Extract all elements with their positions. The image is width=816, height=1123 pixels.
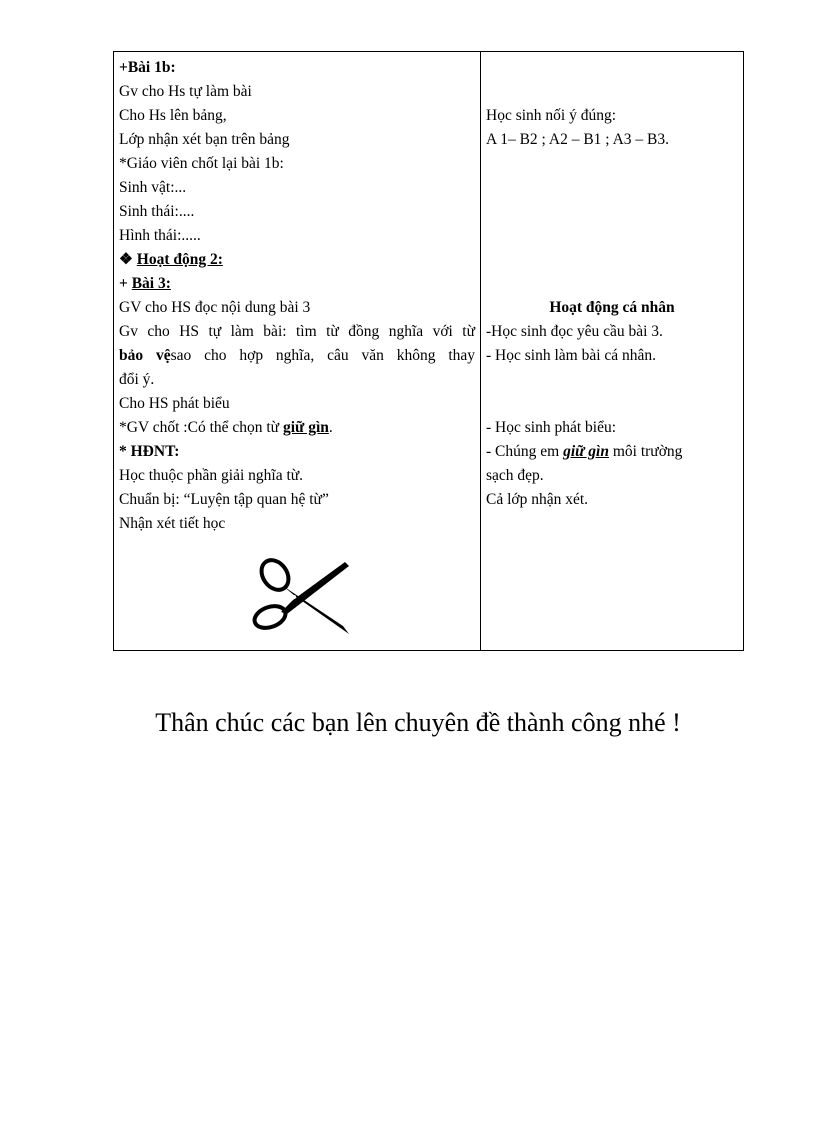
scissors-icon [249, 556, 353, 636]
left-line: *Giáo viên chốt lại bài 1b: [119, 155, 284, 172]
left-line: Hình thái:..... [119, 227, 201, 244]
activity-2-heading: ❖ Hoạt động 2: [119, 251, 223, 268]
left-line: Gv cho Hs tự làm bài [119, 83, 252, 100]
left-line: Lớp nhận xét bạn trên bảng [119, 131, 290, 148]
left-line: Sinh thái:.... [119, 203, 195, 220]
right-line: sạch đẹp. [486, 467, 544, 484]
right-line: A 1– B2 ; A2 – B1 ; A3 – B3. [486, 131, 670, 148]
student-column [486, 56, 738, 512]
left-line: Cho Hs lên bảng, [119, 107, 227, 124]
left-line: bảo vệsao cho hợp nghĩa, câu văn không thay [119, 347, 475, 364]
teacher-conclusion: *GV chốt :Có thể chọn từ giữ gìn. [119, 419, 333, 436]
left-line: Nhận xét tiết học [119, 515, 226, 532]
right-line: Cả lớp nhận xét. [486, 491, 589, 508]
teacher-column [119, 56, 475, 536]
left-line: Gv cho HS tự làm bài: tìm từ đồng nghĩa với từ [119, 323, 475, 340]
left-line: GV cho HS đọc nội dung bài 3 [119, 299, 311, 316]
right-line: - Học sinh làm bài cá nhân. [486, 347, 657, 364]
column-divider [480, 52, 481, 650]
hdnt-heading: * HĐNT: [119, 443, 180, 460]
spacer [486, 56, 738, 104]
right-line: - Học sinh phát biểu: [486, 419, 617, 436]
student-answer: - Chúng em giữ gìn môi trường [486, 443, 683, 460]
closing-message: Thân chúc các bạn lên chuyên đề thành công nhé ! [155, 708, 681, 737]
left-line: Chuẩn bị: “Luyện tập quan hệ từ” [119, 491, 329, 508]
diamond-bullet-icon: ❖ [119, 251, 133, 268]
left-line: Cho HS phát biểu [119, 395, 230, 412]
left-line: Sinh vật:... [119, 179, 187, 196]
right-line: Học sinh nối ý đúng: [486, 107, 617, 124]
right-line: -Học sinh đọc yêu cầu bài 3. [486, 323, 663, 340]
left-line: Học thuộc phần giải nghĩa từ. [119, 467, 304, 484]
individual-activity-heading: Hoạt động cá nhân [549, 299, 675, 316]
exercise-3-heading: + Bài 3: [119, 275, 171, 292]
left-line: đổi ý. [119, 371, 155, 388]
spacer [486, 152, 738, 296]
lesson-table [113, 51, 744, 651]
spacer [486, 368, 738, 416]
exercise-1b-heading: +Bài 1b: [119, 59, 176, 76]
